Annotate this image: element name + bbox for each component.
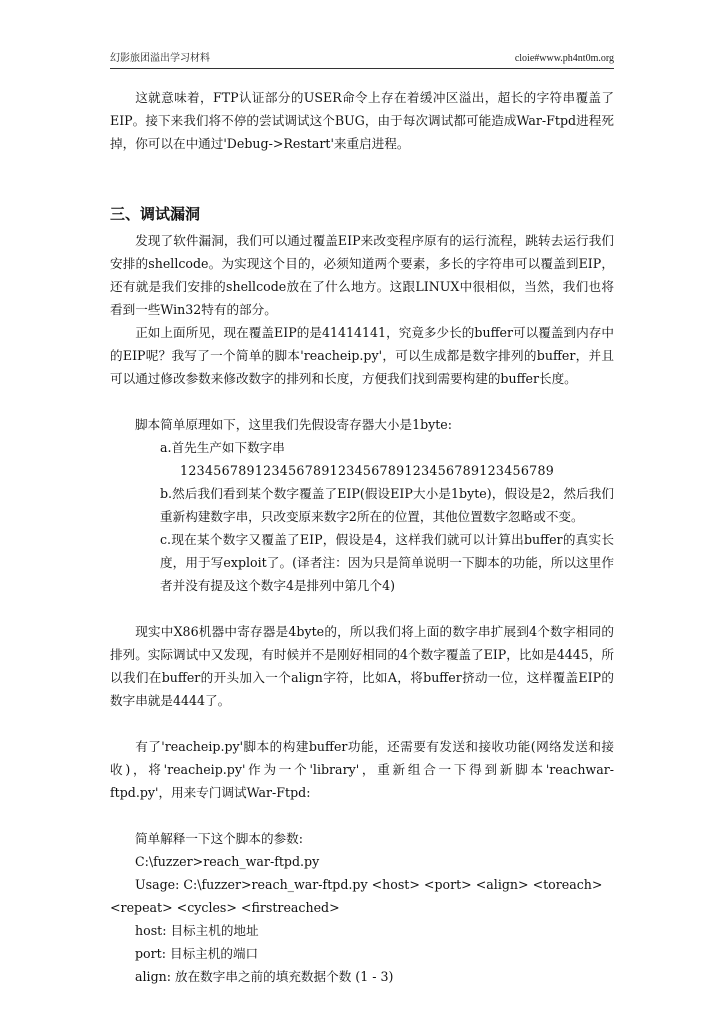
section-paragraph-2: 正如上面所见，现在覆盖EIP的是41414141，究竟多少长的buffer可以覆盖到内存中的EIP呢？我写了一个简单的脚本'reacheip.py'，可以生成都是数字排列的buffer，并且可以通过修改参数来修改数字的排列和长度，方便我们找到需要构建的buffer长度。	[110, 325, 614, 386]
section-paragraph-1: 发现了软件漏洞，我们可以通过覆盖EIP来改变程序原有的运行流程，跳转去运行我们安排的shellcode。为实现这个目的，必须知道两个要素，多长的字符串可以覆盖到EIP，还有就是我们安排的shellcode放在了什么地方。这跟LINUX中很相似，当然，我们也将看到一些Win32特有的部分。	[110, 233, 614, 317]
spacer	[110, 155, 614, 201]
script-combine-paragraph: 有了'reacheip.py'脚本的构建buffer功能，还需要有发送和接收功能(网络发送和接收)，将'reacheip.py'作为一个'library'，重新组合一下得到新脚本'reachwar-ftpd.py'，用来专门调试War-Ftpd:	[110, 739, 614, 800]
params-intro: 简单解释一下这个脚本的参数:	[135, 831, 303, 846]
spacer	[110, 597, 614, 620]
section-heading: 三、调试漏洞	[110, 205, 201, 223]
parameter-list	[110, 827, 614, 988]
running-header	[110, 50, 614, 69]
step-a: a.首先生产如下数字串	[160, 440, 285, 455]
document-body	[110, 86, 614, 988]
param-align: align: 放在数字串之前的填充数据个数 (1 - 3)	[135, 969, 394, 984]
usage-line: Usage: C:\fuzzer>reach_war-ftpd.py <host> <port> <align> <toreach> <repeat> <cycles> <firstreached>	[110, 877, 603, 915]
spacer	[110, 804, 614, 827]
param-host: host: 目标主机的地址	[135, 923, 259, 938]
step-c: c.现在某个数字又覆盖了EIP，假设是4，这样我们就可以计算出buffer的真实长度，用于写exploit了。(译者注：因为只是简单说明一下脚本的功能，所以这里作者并没有提及这个数字4是排列中第几个4)	[160, 532, 614, 593]
command-line: C:\fuzzer>reach_war-ftpd.py	[135, 854, 320, 869]
header-contact: cloie#www.ph4nt0m.org	[514, 53, 614, 64]
register-paragraph: 现实中X86机器中寄存器是4byte的，所以我们将上面的数字串扩展到4个数字相同的排列。实际调试中又发现，有时候并不是刚好相同的4个数字覆盖了EIP，比如是4445，所以我们在buffer的开头加入一个align字符，比如A，将buffer挤动一位，这样覆盖EIP的数字串就是4444了。	[110, 624, 614, 708]
param-port: port: 目标主机的端口	[135, 946, 259, 961]
spacer	[110, 712, 614, 735]
digit-string: 123456789123456789123456789123456789123456789	[180, 463, 555, 478]
script-explanation	[135, 413, 614, 597]
spacer	[110, 390, 614, 413]
step-b: b.然后我们看到某个数字覆盖了EIP(假设EIP大小是1byte)，假设是2，然后我们重新构建数字串，只改变原来数字2所在的位置，其他位置数字忽略或不变。	[160, 486, 614, 524]
intro-paragraph: 这就意味着，FTP认证部分的USER命令上存在着缓冲区溢出，超长的字符串覆盖了EIP。接下来我们将不停的尝试调试这个BUG，由于每次调试都可能造成War-Ftpd进程死掉，你可以在中通过'Debug->Restart'来重启进程。	[110, 90, 614, 151]
script-intro: 脚本简单原理如下，这里我们先假设寄存器大小是1byte:	[135, 417, 453, 432]
header-title: 幻影旅团溢出学习材料	[110, 53, 210, 64]
